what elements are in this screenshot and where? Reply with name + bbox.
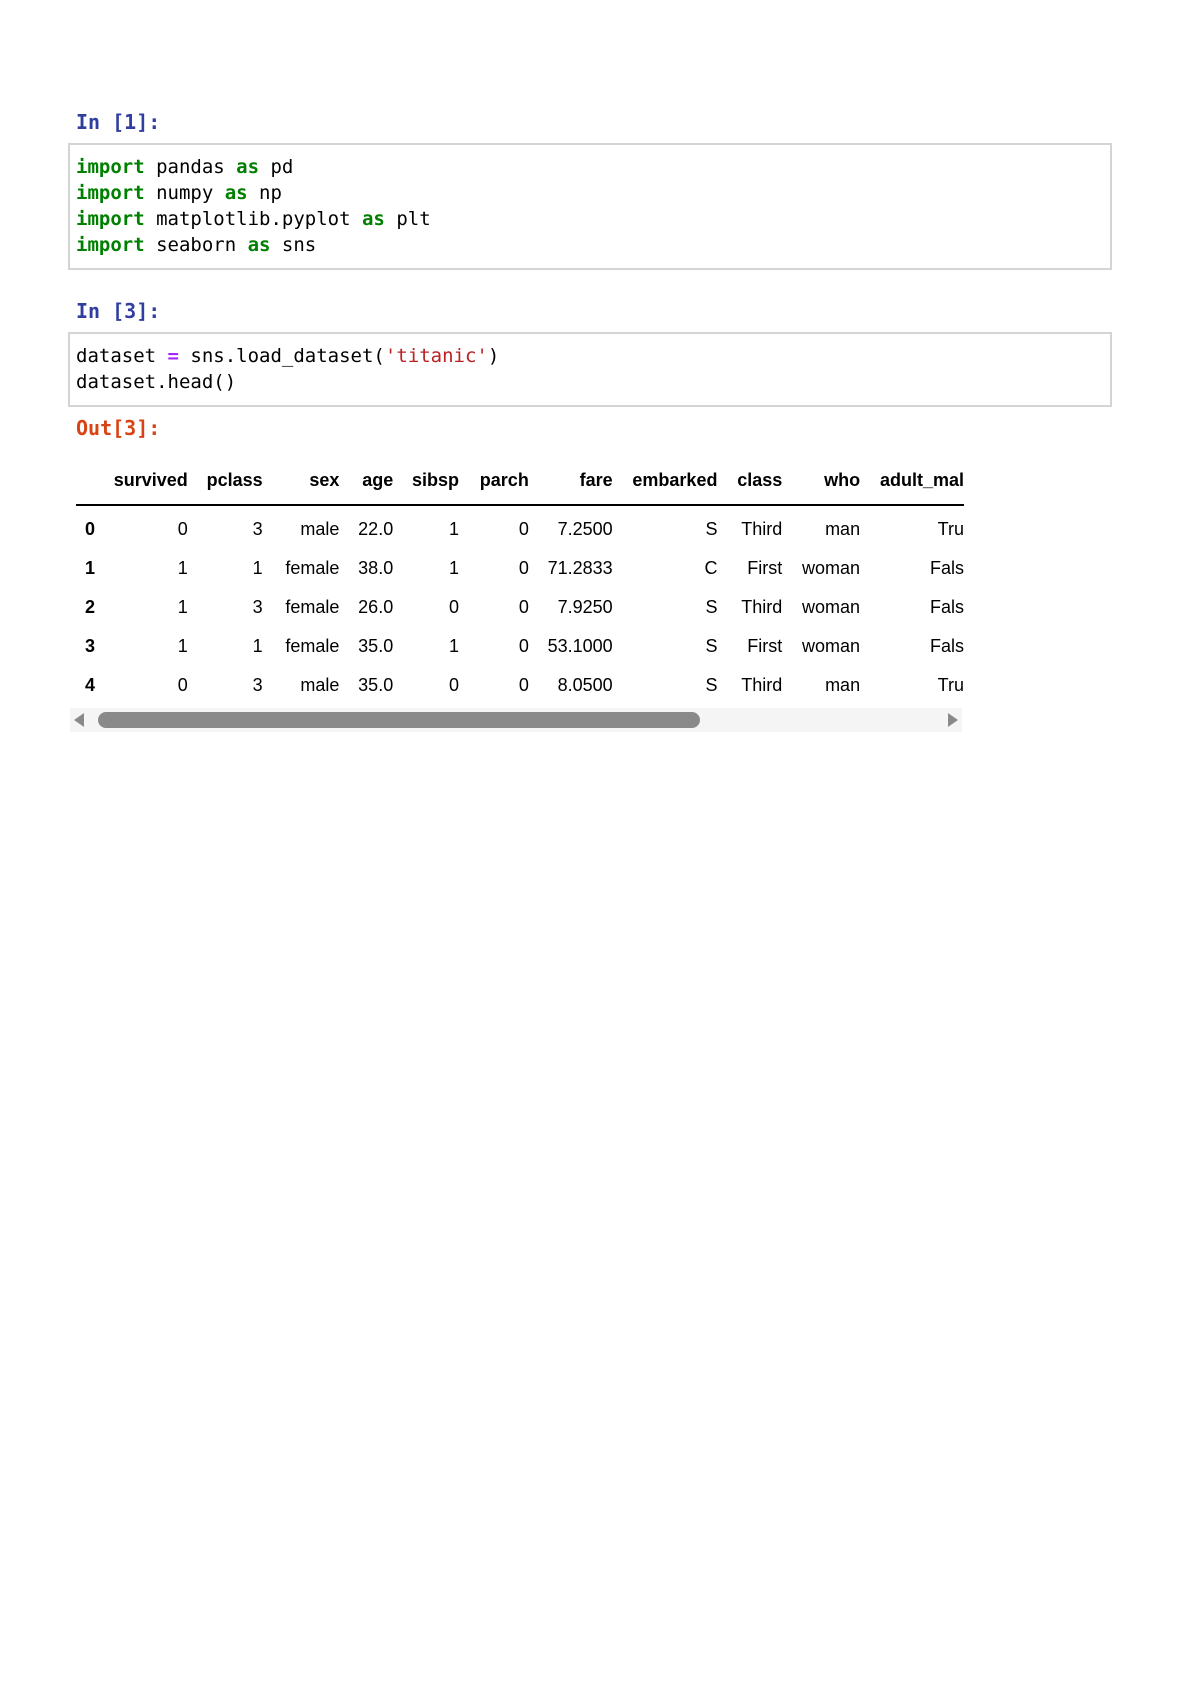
table-cell: male (300, 519, 340, 539)
dataframe-output[interactable] (76, 460, 964, 735)
column-header (76, 460, 101, 505)
triangle-right-icon[interactable] (948, 713, 958, 727)
keyword: import (76, 208, 145, 230)
table-cell: woman (802, 636, 861, 656)
code-line (76, 154, 1104, 180)
table-cell: 0 (449, 675, 460, 695)
table-cell: 3 (252, 675, 263, 695)
table-cell: Fals (929, 558, 964, 578)
keyword: as (236, 156, 260, 178)
table-header-row (76, 460, 964, 505)
input-prompt-1: In [1]: (76, 110, 161, 134)
table-cell: female (285, 597, 340, 617)
table-cell: 53.1000 (547, 636, 613, 656)
code-text: pd (259, 156, 294, 178)
table-cell: S (705, 675, 718, 695)
column-header: parch (459, 460, 529, 505)
table-cell: 26.0 (358, 597, 394, 617)
table-cell: S (705, 519, 718, 539)
table-cell: First (747, 636, 783, 656)
row-index: 3 (85, 636, 96, 656)
row-index: 4 (85, 675, 96, 695)
dataframe-table (76, 460, 964, 705)
keyword: as (247, 234, 271, 256)
table-cell: Third (741, 675, 783, 695)
table-cell: Fals (929, 636, 964, 656)
row-index: 0 (85, 519, 96, 539)
code-cell-1[interactable] (68, 143, 1112, 270)
table-cell: woman (802, 597, 861, 617)
table-cell: 7.2500 (557, 519, 613, 539)
table-row (76, 549, 964, 588)
table-cell: 71.2833 (547, 558, 613, 578)
string-literal: 'titanic' (384, 345, 488, 367)
keyword: import (76, 182, 145, 204)
table-cell: man (825, 519, 861, 539)
table-cell: 1 (449, 636, 460, 656)
table-row (76, 588, 964, 627)
table-cell: Third (741, 597, 783, 617)
column-header: fare (529, 460, 613, 505)
table-cell: 0 (518, 636, 529, 656)
table-cell: Third (741, 519, 783, 539)
row-index: 1 (85, 558, 96, 578)
table-cell: female (285, 636, 340, 656)
code-text: ) (487, 345, 500, 367)
table-cell: male (300, 675, 340, 695)
column-header: who (782, 460, 860, 505)
table-cell: 38.0 (358, 558, 394, 578)
table-cell: 0 (518, 558, 529, 578)
triangle-left-icon[interactable] (74, 713, 84, 727)
table-cell: 7.9250 (557, 597, 613, 617)
code-line (76, 206, 1104, 232)
code-text: pandas (144, 156, 237, 178)
column-header: sibsp (393, 460, 459, 505)
code-text: dataset (76, 345, 168, 367)
table-cell: 1 (252, 558, 263, 578)
code-text: plt (384, 208, 431, 230)
column-header: embarked (613, 460, 718, 505)
column-header: pclass (188, 460, 263, 505)
code-text: np (247, 182, 282, 204)
code-line (76, 180, 1104, 206)
column-header: class (717, 460, 782, 505)
table-cell: 1 (177, 636, 188, 656)
table-cell: 0 (177, 519, 188, 539)
code-line (76, 343, 1104, 369)
keyword: import (76, 156, 145, 178)
code-line (76, 232, 1104, 258)
code-cell-2[interactable] (68, 332, 1112, 407)
table-cell: 0 (449, 597, 460, 617)
table-cell: 1 (252, 636, 263, 656)
table-row (76, 505, 964, 549)
table-cell: Fals (929, 597, 964, 617)
operator: = (167, 345, 179, 367)
horizontal-scrollbar[interactable] (70, 708, 962, 732)
row-index: 2 (85, 597, 96, 617)
column-header: adult_mal (860, 460, 964, 505)
table-cell: S (705, 636, 718, 656)
table-cell: Tru (937, 519, 964, 539)
table-cell: female (285, 558, 340, 578)
code-text: matplotlib.pyplot (144, 208, 362, 230)
code-text: numpy (144, 182, 225, 204)
code-line: dataset.head() (76, 371, 237, 393)
table-cell: 1 (177, 597, 188, 617)
column-header: survived (101, 460, 188, 505)
keyword: as (361, 208, 385, 230)
table-cell: man (825, 675, 861, 695)
table-row (76, 666, 964, 705)
input-prompt-2: In [3]: (76, 299, 161, 323)
table-cell: 35.0 (358, 675, 394, 695)
code-text: sns (270, 234, 317, 256)
code-text: seaborn (144, 234, 248, 256)
keyword: import (76, 234, 145, 256)
table-cell: 0 (518, 519, 529, 539)
column-header: age (339, 460, 393, 505)
table-cell: 3 (252, 519, 263, 539)
table-cell: 0 (518, 675, 529, 695)
table-cell: 8.0500 (557, 675, 613, 695)
code-text: sns.load_dataset( (178, 345, 385, 367)
table-row (76, 627, 964, 666)
table-cell: S (705, 597, 718, 617)
output-prompt: Out[3]: (76, 416, 161, 440)
table-cell: First (747, 558, 783, 578)
table-cell: 1 (449, 558, 460, 578)
table-cell: 0 (518, 597, 529, 617)
keyword: as (224, 182, 248, 204)
table-cell: woman (802, 558, 861, 578)
table-cell: 0 (177, 675, 188, 695)
table-cell: Tru (937, 675, 964, 695)
table-cell: C (704, 558, 718, 578)
table-cell: 3 (252, 597, 263, 617)
column-header: sex (263, 460, 340, 505)
table-cell: 35.0 (358, 636, 394, 656)
table-cell: 1 (449, 519, 460, 539)
table-cell: 1 (177, 558, 188, 578)
table-cell: 22.0 (358, 519, 394, 539)
scrollbar-thumb[interactable] (98, 712, 700, 728)
